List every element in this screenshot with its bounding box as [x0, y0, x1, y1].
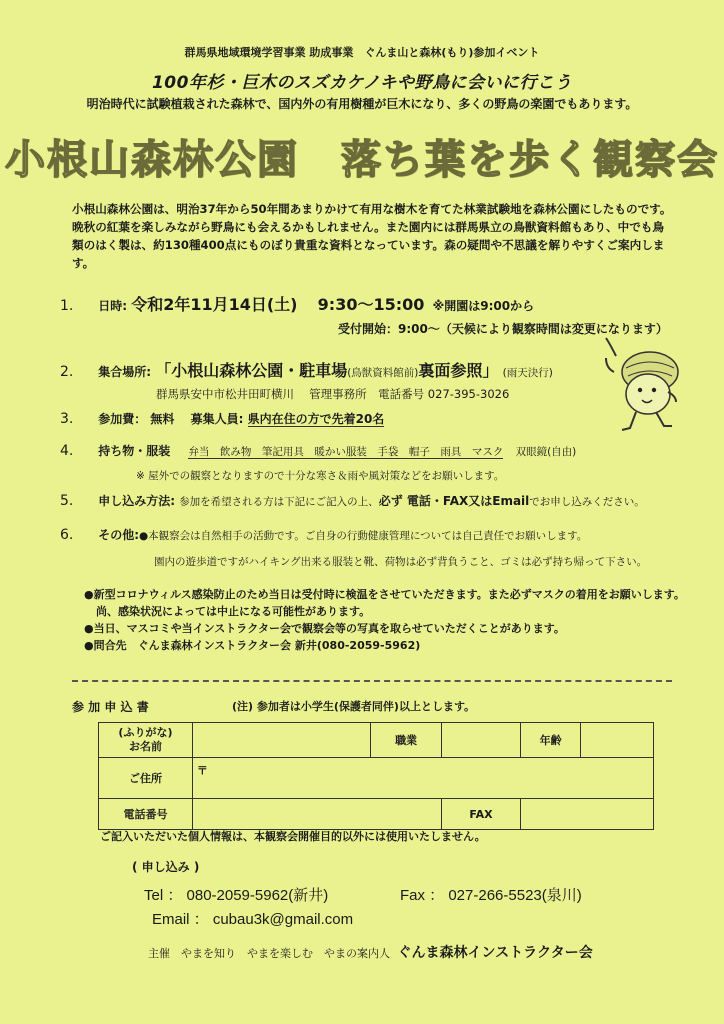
address-field[interactable]: [192, 758, 653, 799]
form-title: 参 加 申 込 書: [72, 700, 149, 714]
job-label: 職業: [371, 723, 442, 758]
rain-note: (雨天決行): [502, 367, 553, 379]
things-note: ※ 屋外での観察となりますので十分な寒さ＆雨や風対策などをお願いします。: [136, 470, 505, 482]
phone-label: 電話番号: [99, 799, 193, 830]
event-date: 令和2年11月14日(土): [131, 295, 298, 314]
fee-value: 無料: [150, 412, 175, 426]
name-field[interactable]: [192, 723, 370, 758]
notice-cancel: 尚、感染状況によっては中止になる可能性があります。: [96, 605, 371, 618]
notice-photo: ●当日、マスコミや当インストラクター会で観察会等の写真を取らせていただくことがあります。: [84, 622, 565, 635]
event-time: 9:30～15:00: [317, 295, 425, 314]
phone-field[interactable]: [192, 799, 441, 830]
things-list: 弁当 飲み物 筆記用具 暖かい服装 手袋 帽子 雨具 マスク: [188, 446, 504, 458]
age-label: 年齢: [521, 723, 581, 758]
meeting-place: 「小根山森林公園・駐車場: [155, 361, 348, 380]
organizer-name: ぐんま森林インストラクター会: [397, 945, 593, 961]
age-field[interactable]: [581, 723, 654, 758]
intro-paragraph: 小根山森林公園は、明治37年から50年間あまりかけて有用な樹木を育てた林業試験地を森林公園にしたものです。晩秋の紅葉を楽しみながら野鳥にも会えるかもしれません。また園内には群馬県立の鳥獣資料館もあり、中でも鳥類のはく製は、約130種400点にものぼり貴重な資料となっています。森の疑問や不思議を解りやすくご案内します。: [72, 202, 672, 270]
fax-label: FAX: [441, 799, 520, 830]
organizer: 主催 やまを知り やまを楽しむ やまの案内人 ぐんま森林インストラクター会: [148, 945, 593, 961]
acorn-mascot-icon: [600, 332, 680, 442]
contact-heading: ( 申し込み ): [132, 860, 200, 874]
contact-tel: Tel ： 080-2059-5962(新井): [144, 887, 329, 904]
binoculars: 双眼鏡(自由): [515, 446, 577, 458]
catch-subtitle: 明治時代に試験植栽された森林で、国内外の有用樹種が巨木になり、多くの野鳥の楽園でもあります。: [86, 97, 638, 111]
address-label: ご住所: [99, 758, 193, 799]
postal-mark: 〒: [196, 764, 208, 777]
item-other: 6. その他:●本観察会は自然相手の活動です。ご自身の行動健康管理については自己責任でお願いします。: [60, 527, 588, 543]
catch-copy: 100年杉・巨木のスズカケノキや野鳥に会いに行こう: [151, 73, 573, 93]
cut-line: [72, 680, 672, 682]
form-note: (注) 参加者は小学生(保護者同伴)以上とします。: [232, 700, 476, 713]
item-fee: 3. 参加費： 無料 募集人員: 県内在住の方で先着20名: [60, 411, 385, 427]
page-title: 小根山森林公園 落ち葉を歩く観察会: [5, 137, 719, 183]
place-address: 群馬県安中市松井田町横川 管理事務所 電話番号 027-395-3026: [156, 387, 510, 401]
name-label-cell: (ふりがな) お名前: [99, 723, 193, 758]
notice-inquiry: ●問合先 ぐんま森林インストラクター会 新井(080-2059-5962): [84, 639, 421, 652]
item-apply: 5. 申し込み方法: 参加を希望される方は下記にご記入の上、必ず 電話・FAX又はEmailでお申し込みください。: [60, 493, 645, 509]
item-date: 1. 日時: 令和2年11月14日(土) 9:30～15:00 ※開園は9:00から: [60, 295, 535, 314]
contact-fax: Fax ： 027-266-5523(泉川): [400, 887, 582, 904]
contact-email: Email ： cubau3k@gmail.com: [152, 911, 354, 928]
fax-field[interactable]: [521, 799, 654, 830]
capacity: 県内在住の方で先着20名: [247, 412, 385, 426]
item-place: 2. 集合場所: 「小根山森林公園・駐車場(鳥獣資料館前)裏面参照」 (雨天決行): [60, 361, 553, 380]
sponsor-line: 群馬県地域環境学習事業 助成事業 ぐんま山と森林(もり)参加イベント: [184, 46, 540, 59]
gate-open: ※開園は9:00から: [432, 299, 535, 313]
application-form: [98, 722, 654, 830]
privacy-note: ご記入いただいた個人情報は、本観察会開催目的以外には使用いたしません。: [100, 830, 486, 843]
reception-time: 受付開始：9:00～（天候により観察時間は変更になります）: [338, 322, 668, 336]
item-things: 4. 持ち物・服装 弁当 飲み物 筆記用具 暖かい服装 手袋 帽子 雨具 マスク 双眼鏡(自由): [60, 443, 577, 459]
other-line2: 園内の遊歩道ですがハイキング出来る服装と靴、荷物は必ず背負うこと、ゴミは必ず持ち帰って下さい。: [154, 556, 648, 568]
job-field[interactable]: [441, 723, 520, 758]
notice-covid: ●新型コロナウィルス感染防止のため当日は受付時に検温をさせていただきます。また必ずマスクの着用をお願いします。: [84, 588, 685, 601]
